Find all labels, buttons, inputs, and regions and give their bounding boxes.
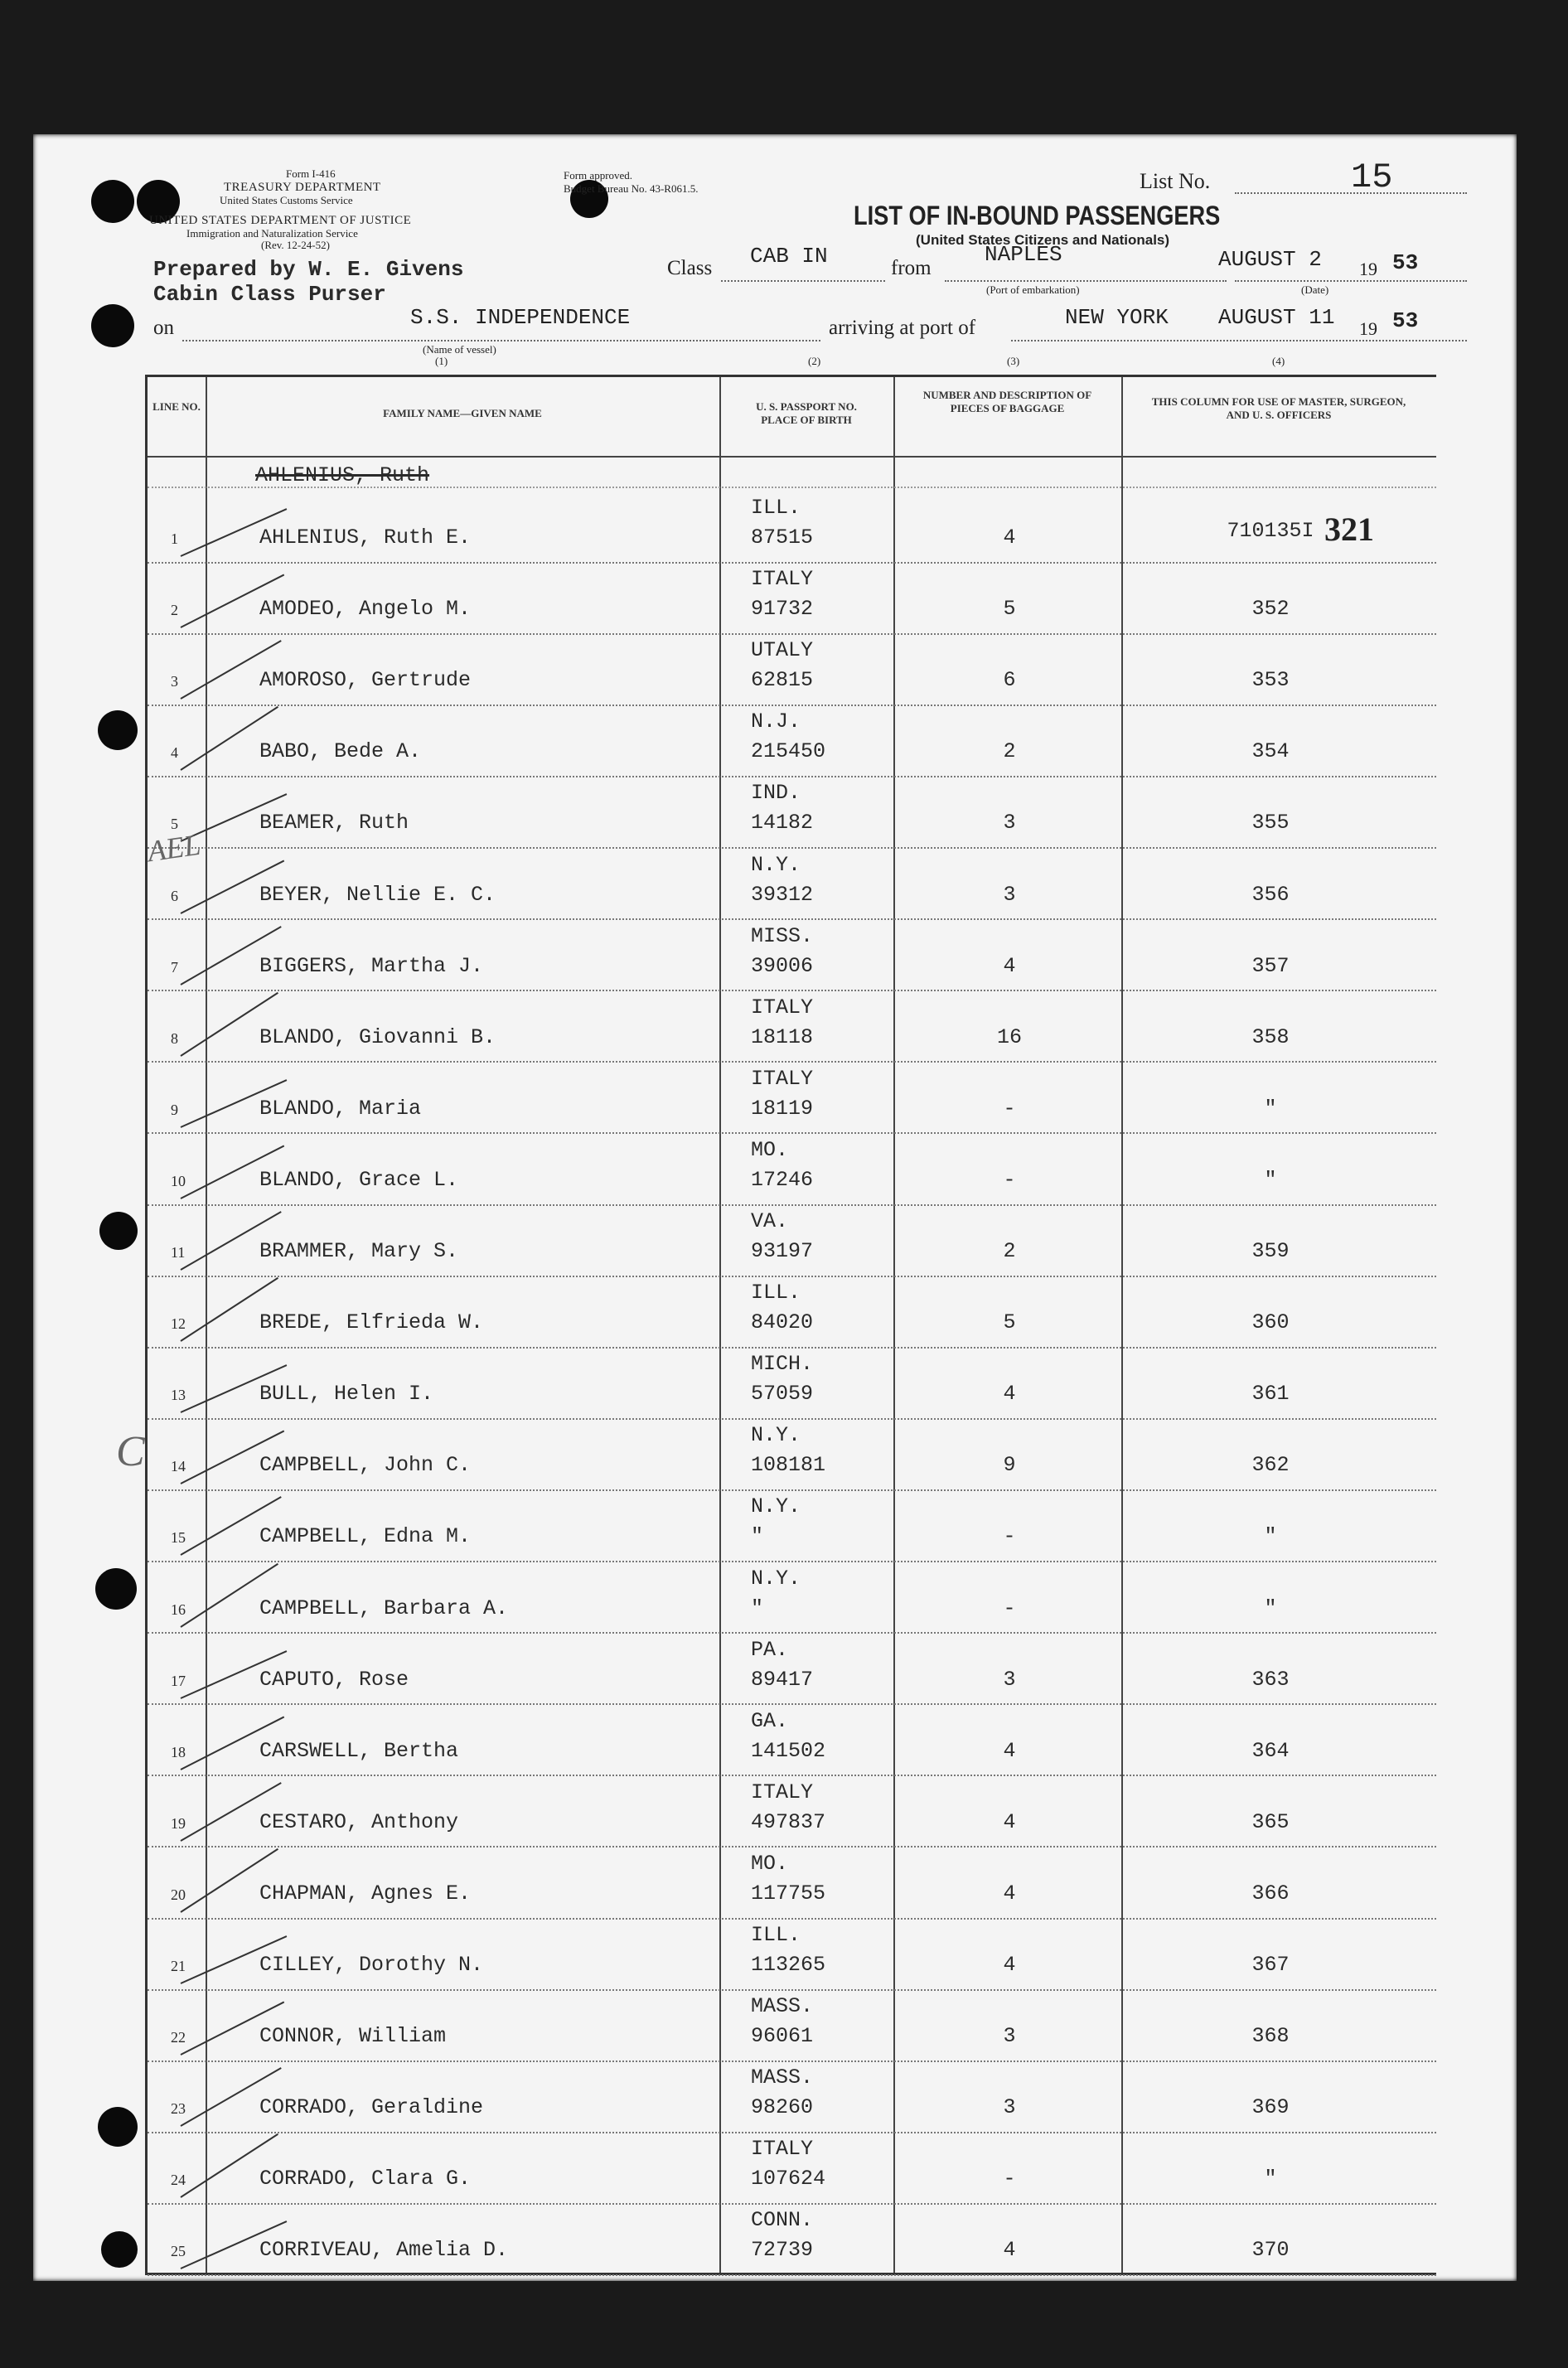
officer-number: 710135I <box>1227 519 1314 543</box>
baggage-count: 3 <box>1003 1667 1016 1692</box>
birth-place: VA. <box>751 1209 789 1233</box>
struck-entry: AHLENIUS, Ruth <box>255 463 430 487</box>
officer-number: 353 <box>1251 668 1290 693</box>
line-number: 22 <box>171 2029 186 2046</box>
officer-number: 368 <box>1251 2024 1290 2049</box>
line-number: 11 <box>171 1244 186 1261</box>
passenger-name: CAMPBELL, Barbara A. <box>259 1596 509 1620</box>
table-row <box>148 2059 1436 2133</box>
line-number: 21 <box>171 1958 186 1974</box>
line-number: 15 <box>171 1529 186 1547</box>
officer-number: 361 <box>1251 1382 1290 1407</box>
birth-place: ITALY <box>751 567 814 592</box>
passenger-name: BLANDO, Maria <box>259 1096 422 1121</box>
punch-hole <box>99 1212 138 1250</box>
punch-hole <box>91 304 134 347</box>
table-row <box>148 774 1436 849</box>
passenger-name: CORRADO, Clara G. <box>259 2167 472 2191</box>
baggage-count: - <box>1003 2167 1016 2191</box>
passport-number: 57059 <box>751 1382 814 1407</box>
passenger-table <box>145 375 1436 2275</box>
passport-number: 39312 <box>751 882 814 907</box>
birth-place: ILL. <box>751 1281 801 1305</box>
passport-number: 18119 <box>751 1096 814 1121</box>
line-number: 1 <box>171 530 178 547</box>
baggage-count: 6 <box>1003 668 1016 693</box>
birth-place: MASS. <box>751 2065 814 2090</box>
officer-number: 370 <box>1251 2238 1290 2263</box>
page-title: LIST OF IN-BOUND PASSENGERS <box>854 201 1221 230</box>
birth-place: GA. <box>751 1708 789 1733</box>
baggage-count: 4 <box>1003 2238 1016 2263</box>
passenger-name: BREDE, Elfrieda W. <box>259 1310 484 1335</box>
birth-place: MO. <box>751 1137 789 1162</box>
table-row <box>148 1131 1436 1206</box>
baggage-count: 4 <box>1003 1382 1016 1407</box>
passenger-name: BABO, Bede A. <box>259 739 422 764</box>
arriving-label: arriving at port of <box>829 317 976 339</box>
officer-number: 364 <box>1251 1738 1290 1763</box>
passenger-name: CARSWELL, Bertha <box>259 1738 459 1763</box>
passenger-name: CORRIVEAU, Amelia D. <box>259 2238 509 2263</box>
table-row <box>148 703 1436 777</box>
table-row <box>148 560 1436 635</box>
officer-number: " <box>1264 1596 1277 1620</box>
table-row <box>148 1631 1436 1706</box>
officer-number: 360 <box>1251 1310 1290 1335</box>
birth-place: N.Y. <box>751 1494 801 1519</box>
customs-service: United States Customs Service <box>220 194 353 206</box>
passport-number: 108181 <box>751 1453 826 1478</box>
line-number: 23 <box>171 2100 186 2118</box>
table-row <box>148 1774 1436 1848</box>
birth-place: ITALY <box>751 1780 814 1804</box>
passenger-name: BEYER, Nellie E. C. <box>259 882 496 907</box>
passenger-name: BLANDO, Grace L. <box>259 1167 459 1192</box>
baggage-count: 4 <box>1003 953 1016 978</box>
baggage-count: - <box>1003 1096 1016 1121</box>
officer-number: 365 <box>1251 1809 1290 1834</box>
passenger-name: AHLENIUS, Ruth E. <box>259 525 472 550</box>
line-number: 16 <box>171 1600 186 1618</box>
officer-number: 355 <box>1251 811 1290 835</box>
col-index-1: (1) <box>435 355 448 367</box>
passenger-name: BEAMER, Ruth <box>259 811 409 835</box>
punch-hole <box>91 180 134 223</box>
passport-number: 215450 <box>751 739 826 764</box>
table-row <box>148 1345 1436 1420</box>
port-caption: (Port of embarkation) <box>986 283 1080 296</box>
line-number: 7 <box>171 958 178 976</box>
passport-number: " <box>751 1524 764 1549</box>
embark-date: AUGUST 2 <box>1218 247 1322 272</box>
year-prefix: 19 <box>1359 318 1377 339</box>
approval-line1: Form approved. <box>564 169 633 182</box>
from-label: from <box>891 257 932 279</box>
passenger-name: BULL, Helen I. <box>259 1382 434 1407</box>
passport-number: 107624 <box>751 2167 826 2191</box>
form-number: Form I-416 <box>286 167 336 180</box>
passport-number: 96061 <box>751 2024 814 2049</box>
baggage-count: 3 <box>1003 811 1016 835</box>
baggage-count: 4 <box>1003 1809 1016 1834</box>
prepared-by: Prepared by W. E. Givens <box>153 257 464 282</box>
table-row <box>148 1060 1436 1135</box>
table-row <box>148 489 1436 564</box>
table-row <box>148 1203 1436 1277</box>
baggage-count: 4 <box>1003 1881 1016 1906</box>
passenger-name: AMODEO, Angelo M. <box>259 597 472 622</box>
birth-place: PA. <box>751 1637 789 1662</box>
passport-number: 497837 <box>751 1809 826 1834</box>
baggage-count: 3 <box>1003 2095 1016 2120</box>
passenger-name: CESTARO, Anthony <box>259 1809 459 1834</box>
line-number: 19 <box>171 1814 186 1832</box>
approval-line2: Budget Bureau No. 43-R061.5. <box>564 182 699 195</box>
punch-hole <box>98 2107 138 2147</box>
baggage-count: 2 <box>1003 739 1016 764</box>
passport-number: 91732 <box>751 597 814 622</box>
baggage-count: 3 <box>1003 882 1016 907</box>
col-index-2: (2) <box>808 355 821 367</box>
birth-place: ILL. <box>751 1923 801 1947</box>
purser-title: Cabin Class Purser <box>153 282 386 307</box>
table-row <box>148 1488 1436 1562</box>
header-name: FAMILY NAME—GIVEN NAME <box>383 407 542 419</box>
passport-number: 87515 <box>751 525 814 550</box>
passport-number: 14182 <box>751 811 814 835</box>
table-row <box>148 1274 1436 1349</box>
officer-number: 352 <box>1251 597 1290 622</box>
line-number: 8 <box>171 1029 178 1047</box>
passport-number: 98260 <box>751 2095 814 2120</box>
table-row <box>148 1988 1436 2062</box>
passport-number: 141502 <box>751 1738 826 1763</box>
birth-place: N.Y. <box>751 852 801 877</box>
passport-number: 17246 <box>751 1167 814 1192</box>
line-number: 4 <box>171 744 178 762</box>
officer-number: 356 <box>1251 882 1290 907</box>
table-row <box>148 1702 1436 1777</box>
officer-number: 359 <box>1251 1239 1290 1263</box>
passenger-name: CAMPBELL, Edna M. <box>259 1524 472 1549</box>
officer-number: 369 <box>1251 2095 1290 2120</box>
birth-place: IND. <box>751 781 801 806</box>
pen-note: 321 <box>1324 511 1374 548</box>
table-row <box>148 2201 1436 2276</box>
arrival-date: AUGUST 11 <box>1218 305 1335 330</box>
officer-number: 358 <box>1251 1024 1290 1049</box>
line-number: 5 <box>171 816 178 833</box>
passport-number: " <box>751 1596 764 1620</box>
col-index-3: (3) <box>1007 355 1020 367</box>
line-number: 14 <box>171 1458 186 1475</box>
line-number: 17 <box>171 1672 186 1689</box>
baggage-count: 3 <box>1003 2024 1016 2049</box>
header-officers: THIS COLUMN FOR USE OF MASTER, SURGEON, AND U. S. OFFICERS <box>1151 395 1406 421</box>
table-row <box>148 632 1436 706</box>
table-row <box>148 918 1436 992</box>
birth-place: ITALY <box>751 1066 814 1091</box>
baggage-count: - <box>1003 1524 1016 1549</box>
punch-hole <box>95 1568 137 1610</box>
line-number: 25 <box>171 2243 186 2260</box>
page-subtitle: (United States Citizens and Nationals) <box>916 232 1170 248</box>
birth-place: MICH. <box>751 1352 814 1377</box>
passport-number: 18118 <box>751 1024 814 1049</box>
passport-number: 39006 <box>751 953 814 978</box>
arrival-year: 53 <box>1392 308 1419 333</box>
treasury-dept: TREASURY DEPARTMENT <box>224 181 381 194</box>
class-label: Class <box>667 257 713 279</box>
table-row <box>148 1416 1436 1491</box>
officer-number: 367 <box>1251 1953 1290 1977</box>
baggage-count: 4 <box>1003 525 1016 550</box>
header-line-no: LINE NO. <box>152 400 201 413</box>
birth-place: N.Y. <box>751 1423 801 1448</box>
table-row <box>148 1560 1436 1634</box>
passenger-name: CILLEY, Dorothy N. <box>259 1953 484 1977</box>
line-number: 3 <box>171 673 178 690</box>
officer-number: 362 <box>1251 1453 1290 1478</box>
officer-number: " <box>1264 1167 1277 1192</box>
baggage-count: 5 <box>1003 597 1016 622</box>
baggage-count: 4 <box>1003 1738 1016 1763</box>
passport-number: 84020 <box>751 1310 814 1335</box>
passport-number: 62815 <box>751 668 814 693</box>
line-number: 9 <box>171 1101 178 1118</box>
table-row <box>148 1845 1436 1920</box>
line-number: 6 <box>171 887 178 904</box>
passenger-name: CAMPBELL, John C. <box>259 1453 472 1478</box>
officer-number: 363 <box>1251 1667 1290 1692</box>
immigration-service: Immigration and Naturalization Service <box>186 227 358 240</box>
header-passport: U. S. PASSPORT NO. PLACE OF BIRTH <box>756 400 857 426</box>
baggage-count: - <box>1003 1167 1016 1192</box>
baggage-count: 9 <box>1003 1453 1016 1478</box>
officer-number: 357 <box>1251 953 1290 978</box>
birth-place: N.Y. <box>751 1566 801 1591</box>
punch-hole <box>98 710 138 750</box>
passenger-name: CAPUTO, Rose <box>259 1667 409 1692</box>
officer-number: " <box>1264 1524 1277 1549</box>
birth-place: ILL. <box>751 496 801 520</box>
table-row <box>148 1916 1436 1991</box>
passport-number: 117755 <box>751 1881 826 1906</box>
passenger-name: CONNOR, William <box>259 2024 447 2049</box>
passport-number: 93197 <box>751 1239 814 1263</box>
baggage-count: 2 <box>1003 1239 1016 1263</box>
arrival-port: NEW YORK <box>1065 305 1169 330</box>
header-baggage: NUMBER AND DESCRIPTION OF PIECES OF BAGGAGE <box>922 389 1092 414</box>
revision-date: (Rev. 12-24-52) <box>261 239 330 251</box>
class-value: CAB IN <box>750 244 828 269</box>
embark-year: 53 <box>1392 250 1419 275</box>
line-number: 18 <box>171 1743 186 1760</box>
year-prefix: 19 <box>1359 259 1377 279</box>
margin-annotation: C <box>116 1428 145 1475</box>
passenger-name: BRAMMER, Mary S. <box>259 1239 459 1263</box>
passport-number: 89417 <box>751 1667 814 1692</box>
from-port: NAPLES <box>985 242 1062 267</box>
baggage-count: 4 <box>1003 1953 1016 1977</box>
birth-place: UTALY <box>751 638 814 663</box>
col-index-4: (4) <box>1272 355 1285 367</box>
punch-hole <box>101 2231 138 2268</box>
line-number: 12 <box>171 1315 186 1333</box>
vessel-name: S.S. INDEPENDENCE <box>410 305 631 330</box>
justice-dept: UNITED STATES DEPARTMENT OF JUSTICE <box>149 214 412 227</box>
birth-place: ITALY <box>751 995 814 1019</box>
passenger-name: BLANDO, Giovanni B. <box>259 1024 496 1049</box>
baggage-count: 5 <box>1003 1310 1016 1335</box>
passenger-name: CORRADO, Geraldine <box>259 2095 484 2120</box>
list-no: 15 <box>1351 157 1393 197</box>
line-number: 2 <box>171 602 178 619</box>
table-row <box>148 846 1436 921</box>
passenger-name: BIGGERS, Martha J. <box>259 953 484 978</box>
birth-place: MO. <box>751 1851 789 1876</box>
margin-annotation: AEL <box>145 827 203 869</box>
baggage-count: 16 <box>996 1024 1022 1049</box>
officer-number: " <box>1264 1096 1277 1121</box>
table-row <box>148 2130 1436 2205</box>
officer-number: 354 <box>1251 739 1290 764</box>
line-number: 20 <box>171 1886 186 1903</box>
manifest-sheet <box>33 134 1517 2281</box>
passenger-name: AMOROSO, Gertrude <box>259 668 472 693</box>
officer-number: 366 <box>1251 1881 1290 1906</box>
birth-place: MASS. <box>751 1994 814 2019</box>
on-label: on <box>153 317 174 339</box>
birth-place: CONN. <box>751 2208 814 2233</box>
line-number: 10 <box>171 1172 186 1189</box>
birth-place: ITALY <box>751 2137 814 2162</box>
list-no-label: List No. <box>1140 169 1211 193</box>
birth-place: N.J. <box>751 709 801 734</box>
table-row <box>148 989 1436 1063</box>
passport-number: 113265 <box>751 1953 826 1977</box>
officer-number: " <box>1264 2167 1277 2191</box>
birth-place: MISS. <box>751 923 814 948</box>
baggage-count: - <box>1003 1596 1016 1620</box>
vessel-caption: (Name of vessel) <box>423 343 496 356</box>
passenger-name: CHAPMAN, Agnes E. <box>259 1881 472 1906</box>
line-number: 24 <box>171 2172 186 2189</box>
date-caption: (Date) <box>1301 283 1329 296</box>
passport-number: 72739 <box>751 2238 814 2263</box>
line-number: 13 <box>171 1387 186 1404</box>
